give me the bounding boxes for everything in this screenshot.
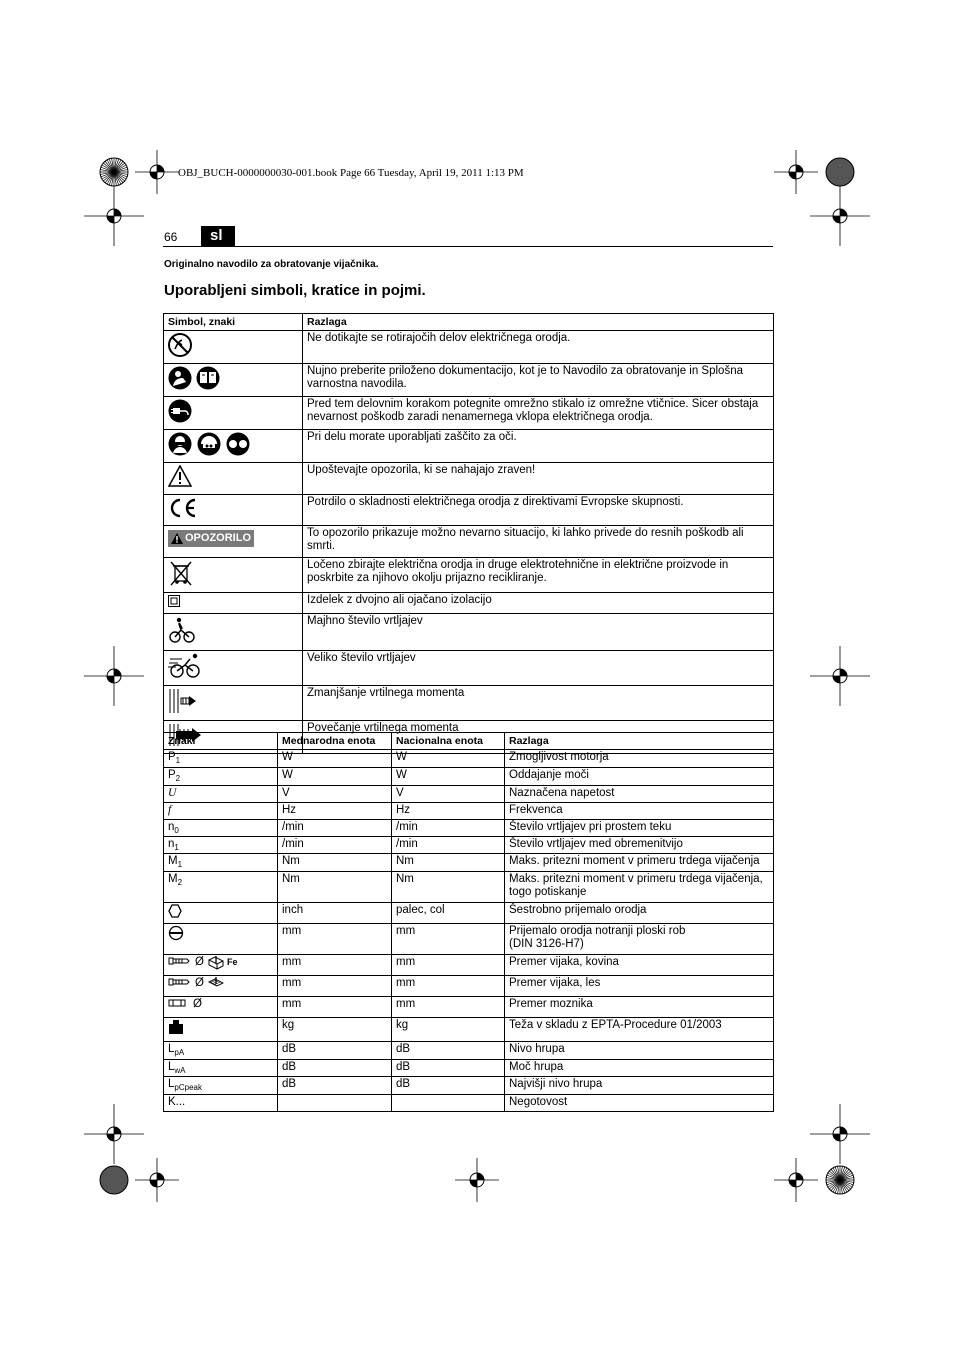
symbol-cell: [164, 526, 303, 558]
sign-subscript: 1: [175, 756, 181, 765]
registration-crosshair: [84, 186, 144, 246]
international-unit: inch: [278, 903, 392, 924]
sign-cell: [164, 976, 278, 997]
national-unit: Hz: [392, 803, 505, 820]
symbols-row: [164, 397, 774, 430]
no-touch-rotating-icon: [168, 333, 192, 361]
national-unit: mm: [392, 955, 505, 976]
national-unit: dB: [392, 1060, 505, 1077]
symbol-explanation: Potrdilo o skladnosti električnega orodja z direktivami Evropske skupnosti.: [303, 495, 774, 526]
sign-symbol: P: [168, 751, 176, 763]
symbol-explanation: Ločeno zbirajte električna orodja in druge elektrotehnične in električne proizvode in poskrbite za njihovo okolju prijazno recikliranje.: [303, 558, 774, 593]
section-title: Uporabljeni simboli, kratice in pojmi.: [164, 282, 426, 299]
warning-triangle-icon: [171, 533, 183, 544]
weight-icon: [168, 1019, 184, 1039]
sign-subscript: pA: [174, 1048, 185, 1057]
column-header-explanation: Razlaga: [303, 314, 774, 331]
column-header-national-unit: Nacionalna enota: [392, 733, 505, 750]
sign-cell: [164, 872, 278, 903]
color-registration-target: [99, 1165, 129, 1195]
national-unit: W: [392, 750, 505, 768]
registration-crosshair: [84, 1104, 144, 1164]
symbol-cell: [164, 397, 303, 430]
unit-explanation: Maks. pritezni moment v primeru trdega vijačenja: [505, 854, 774, 872]
sign-subscript: 0: [174, 826, 179, 835]
unit-explanation: Število vrtljajev pri prostem teku: [505, 820, 774, 837]
international-unit: [278, 1095, 392, 1112]
metal-plate-icon: [208, 956, 224, 974]
national-unit: /min: [392, 837, 505, 854]
symbol-explanation: To opozorilo prikazuje možno nevarno situacijo, ki lahko privede do resnih poškodb ali smrti.: [303, 526, 774, 558]
unit-explanation: Premer vijaka, kovina: [505, 955, 774, 976]
units-row: [164, 837, 774, 854]
unit-explanation: Teža v skladu z EPTA-Procedure 01/2003: [505, 1018, 774, 1042]
symbols-row: [164, 651, 774, 686]
warning-triangle-icon: [168, 465, 192, 491]
color-registration-target: [825, 1165, 855, 1195]
international-unit: dB: [278, 1060, 392, 1077]
warning-badge: [168, 530, 254, 547]
registration-crosshair: [810, 186, 870, 246]
international-unit: Nm: [278, 872, 392, 903]
unit-explanation: Naznačena napetost: [505, 786, 774, 803]
column-header-symbol: Simbol, znaki: [164, 314, 303, 331]
sign-subscript: 2: [175, 774, 181, 783]
unit-explanation: Premer moznika: [505, 997, 774, 1018]
registration-crosshair: [810, 1104, 870, 1164]
national-unit: /min: [392, 820, 505, 837]
sign-symbol: K...: [168, 1096, 186, 1108]
units-row: [164, 903, 774, 924]
unit-explanation: Oddajanje moči: [505, 768, 774, 786]
sign-cell: [164, 786, 278, 803]
sign-symbol: M: [168, 873, 178, 885]
symbol-cell: [164, 651, 303, 686]
symbol-cell: [164, 364, 303, 397]
sign-symbol: n: [168, 821, 175, 833]
sign-cell: [164, 1077, 278, 1095]
sign-symbol: f: [168, 804, 172, 816]
international-unit: dB: [278, 1042, 392, 1060]
international-unit: mm: [278, 924, 392, 955]
column-header-explanation: Razlaga: [505, 733, 774, 750]
units-row: [164, 997, 774, 1018]
national-unit: [392, 1095, 505, 1112]
unit-explanation: Šestrobno prijemalo orodja: [505, 903, 774, 924]
eye-protection-icon: [168, 432, 250, 460]
national-unit: palec, col: [392, 903, 505, 924]
international-unit: mm: [278, 976, 392, 997]
international-unit: Nm: [278, 854, 392, 872]
symbols-row: [164, 593, 774, 614]
international-unit: mm: [278, 955, 392, 976]
symbols-row: [164, 463, 774, 495]
sign-subscript: 1: [177, 860, 183, 869]
sign-cell: [164, 837, 278, 854]
sign-symbol: P: [168, 769, 176, 781]
international-unit: dB: [278, 1077, 392, 1095]
symbol-explanation: Majhno število vrtljajev: [303, 614, 774, 651]
unit-explanation: Maks. pritezni moment v primeru trdega vijačenja, togo potiskanje: [505, 872, 774, 903]
diameter-symbol: Ø: [195, 956, 204, 968]
double-insulation-icon: [168, 595, 180, 611]
units-row: [164, 786, 774, 803]
unit-explanation: Število vrtljajev med obremenitvijo: [505, 837, 774, 854]
symbols-row: [164, 331, 774, 364]
sign-cell: [164, 803, 278, 820]
symbol-explanation: Upoštevajte opozorila, ki se nahajajo zraven!: [303, 463, 774, 495]
sign-cell: [164, 768, 278, 786]
sign-cell: [164, 1018, 278, 1042]
hexagon-chuck-icon: [168, 904, 182, 922]
unit-explanation: Zmogljivost motorja: [505, 750, 774, 768]
symbol-explanation: Izdelek z dvojno ali ojačano izolacijo: [303, 593, 774, 614]
column-header-sign: Znaki: [164, 733, 278, 750]
symbol-cell: [164, 495, 303, 526]
registration-crosshair: [84, 646, 144, 706]
symbol-explanation: Veliko število vrtljajev: [303, 651, 774, 686]
internal-flat-chuck-icon: [168, 925, 184, 945]
symbol-cell: [164, 558, 303, 593]
units-row: [164, 1018, 774, 1042]
international-unit: W: [278, 750, 392, 768]
sign-cell: [164, 1095, 278, 1112]
material-label: Fe: [226, 957, 238, 967]
units-row: [164, 872, 774, 903]
sign-subscript: 1: [174, 843, 179, 852]
national-unit: mm: [392, 997, 505, 1018]
units-row: [164, 854, 774, 872]
screw-wood-icon: [168, 977, 190, 991]
symbol-explanation: Pred tem delovnim korakom potegnite omrežno stikalo iz omrežne vtičnice. Sicer obstaja nevarnost poškodb zaradi nenamernega vklopa električnega orodja.: [303, 397, 774, 430]
symbol-explanation: Povečanje vrtilnega momenta: [303, 721, 774, 754]
screw-metal-icon: [168, 956, 190, 970]
sign-symbol: L: [168, 1078, 175, 1090]
registration-crosshair: [810, 646, 870, 706]
symbol-explanation: Zmanjšanje vrtilnega momenta: [303, 686, 774, 721]
national-unit: W: [392, 768, 505, 786]
national-unit: mm: [392, 924, 505, 955]
symbols-row: [164, 364, 774, 397]
symbol-explanation: Ne dotikajte se rotirajočih delov električnega orodja.: [303, 331, 774, 364]
sign-cell: [164, 750, 278, 768]
sign-subscript: pCpeak: [174, 1083, 202, 1092]
sign-symbol: L: [168, 1061, 175, 1073]
symbol-cell: [164, 614, 303, 651]
diameter-symbol: Ø: [195, 977, 204, 989]
symbols-row: [164, 558, 774, 593]
national-unit: Nm: [392, 854, 505, 872]
column-header-international-unit: Mednarodna enota: [278, 733, 392, 750]
units-row: [164, 924, 774, 955]
international-unit: V: [278, 786, 392, 803]
registration-crosshair: [455, 1158, 499, 1202]
torque-decrease-icon: [168, 688, 198, 718]
symbols-row: [164, 430, 774, 463]
unit-explanation: Najvišji nivo hrupa: [505, 1077, 774, 1095]
read-manual-icon: [168, 366, 222, 394]
units-row: [164, 976, 774, 997]
unit-explanation: Premer vijaka, les: [505, 976, 774, 997]
sign-cell: [164, 924, 278, 955]
color-registration-target: [825, 157, 855, 187]
document-subtitle: Originalno navodilo za obratovanje vijačnika.: [164, 259, 379, 270]
units-row: [164, 955, 774, 976]
units-row: [164, 1042, 774, 1060]
units-row: [164, 1095, 774, 1112]
symbol-cell: [164, 593, 303, 614]
symbol-cell: [164, 331, 303, 364]
international-unit: Hz: [278, 803, 392, 820]
symbols-row: [164, 526, 774, 558]
unit-explanation: Moč hrupa: [505, 1060, 774, 1077]
sign-cell: [164, 854, 278, 872]
national-unit: Nm: [392, 872, 505, 903]
international-unit: /min: [278, 820, 392, 837]
sign-cell: [164, 997, 278, 1018]
symbol-explanation: Pri delu morate uporabljati zaščito za oči.: [303, 430, 774, 463]
sign-subscript: wA: [174, 1066, 186, 1075]
national-unit: kg: [392, 1018, 505, 1042]
units-row: [164, 768, 774, 786]
symbols-row: [164, 495, 774, 526]
wood-plate-icon: [208, 977, 224, 995]
diameter-symbol: Ø: [193, 998, 202, 1010]
symbol-cell: [164, 463, 303, 495]
weee-bin-icon: [168, 560, 194, 590]
sign-cell: [164, 955, 278, 976]
sign-cell: [164, 1060, 278, 1077]
symbols-table-header: [164, 314, 774, 331]
symbols-row: [164, 614, 774, 651]
national-unit: mm: [392, 976, 505, 997]
sign-symbol: U: [168, 787, 177, 799]
page-number: 66: [164, 230, 178, 244]
international-unit: W: [278, 768, 392, 786]
national-unit: dB: [392, 1077, 505, 1095]
ce-mark-icon: [168, 497, 198, 523]
units-row: [164, 1060, 774, 1077]
sign-cell: [164, 820, 278, 837]
warning-badge-label: OPOZORILO: [185, 532, 251, 544]
header-rule: [163, 246, 773, 247]
international-unit: mm: [278, 997, 392, 1018]
sign-cell: [164, 903, 278, 924]
unit-explanation: Frekvenca: [505, 803, 774, 820]
registration-crosshair: [774, 1158, 818, 1202]
file-header-line: OBJ_BUCH-0000000030-001.book Page 66 Tuesday, April 19, 2011 1:13 PM: [178, 167, 524, 179]
symbol-cell: [164, 686, 303, 721]
low-speed-cyclist-icon: [168, 616, 196, 648]
national-unit: dB: [392, 1042, 505, 1060]
color-registration-target: [99, 157, 129, 187]
units-row: [164, 1077, 774, 1095]
unit-explanation: Prijemalo orodja notranji ploski rob (DIN 3126-H7): [505, 924, 774, 955]
sign-symbol: n: [168, 838, 175, 850]
symbol-explanation: Nujno preberite priloženo dokumentacijo, kot je to Navodilo za obratovanje in Splošna varnostna navodila.: [303, 364, 774, 397]
unit-explanation: Negotovost: [505, 1095, 774, 1112]
sign-symbol: L: [168, 1043, 175, 1055]
national-unit: V: [392, 786, 505, 803]
high-speed-cyclist-icon: [168, 653, 202, 683]
units-row: [164, 750, 774, 768]
international-unit: /min: [278, 837, 392, 854]
units-row: [164, 803, 774, 820]
sign-symbol: M: [168, 855, 178, 867]
unit-explanation: Nivo hrupa: [505, 1042, 774, 1060]
sign-cell: [164, 1042, 278, 1060]
symbol-cell: [164, 430, 303, 463]
dowel-icon: [168, 998, 188, 1012]
language-badge: sl: [201, 226, 235, 246]
symbols-table: [163, 313, 774, 754]
unplug-icon: [168, 399, 192, 427]
units-table-header: [164, 733, 774, 750]
units-row: [164, 820, 774, 837]
international-unit: kg: [278, 1018, 392, 1042]
sign-subscript: 2: [177, 878, 183, 887]
registration-crosshair: [135, 1158, 179, 1202]
symbols-row: [164, 686, 774, 721]
units-table: [163, 732, 774, 1112]
